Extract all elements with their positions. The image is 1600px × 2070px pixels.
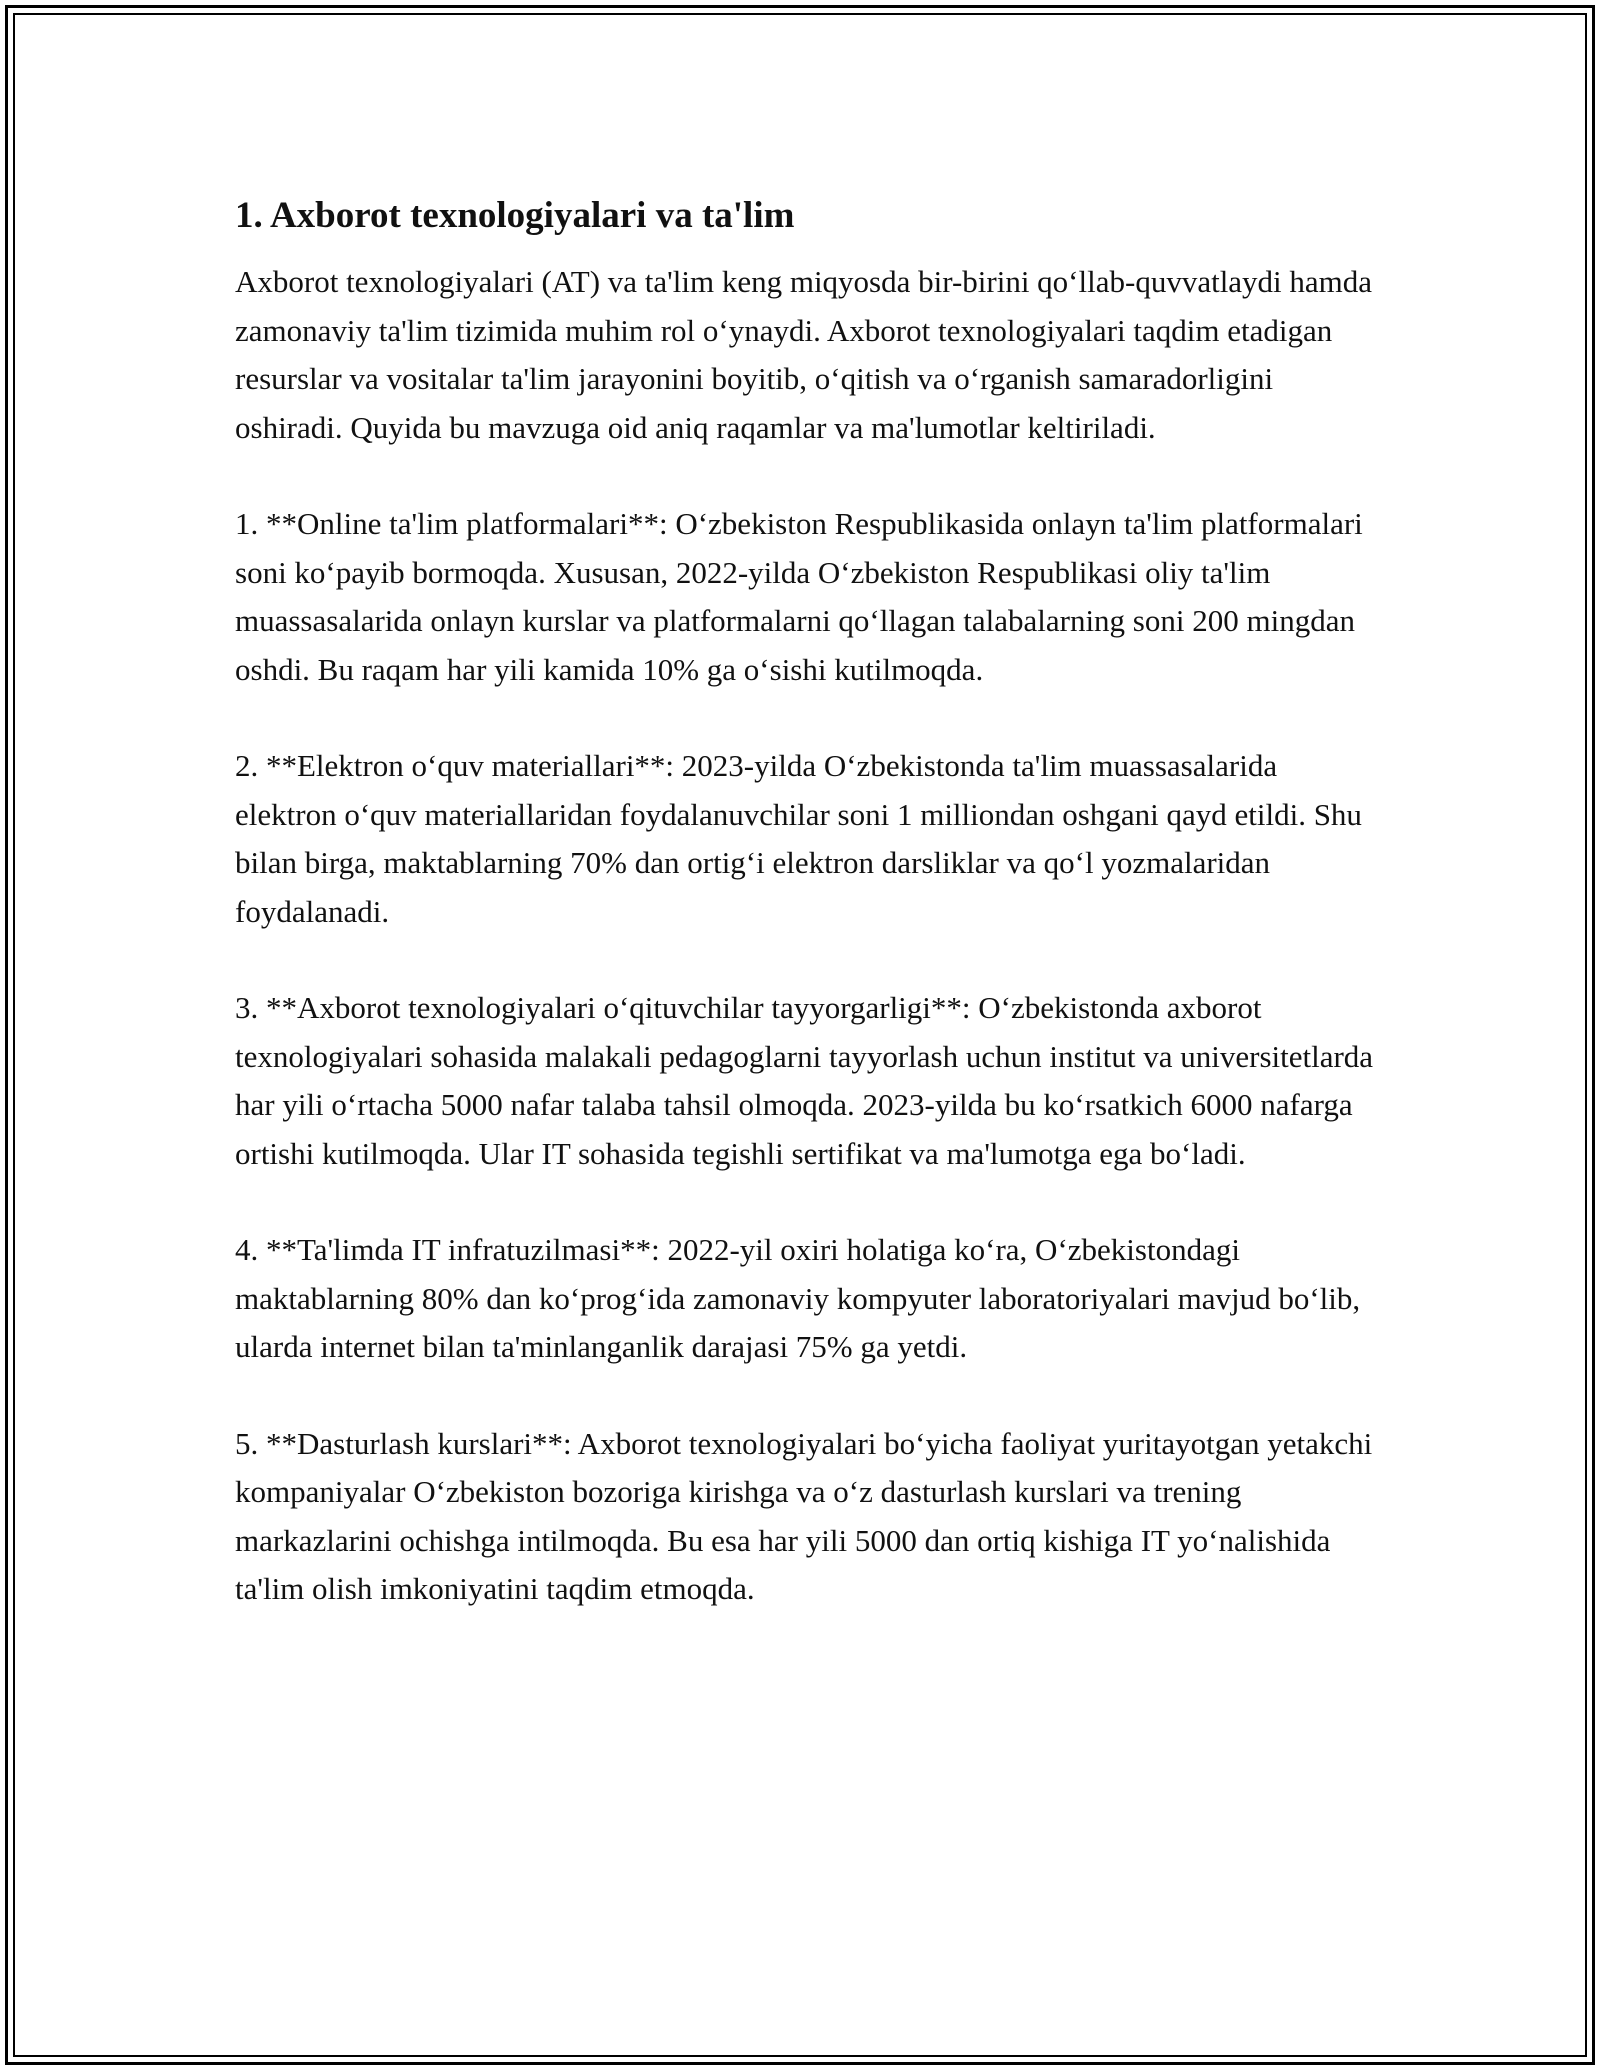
document-title: 1. Axborot texnologiyalari va ta'lim xyxy=(235,195,795,236)
document-body xyxy=(235,188,1375,1662)
list-item-teacher-training: 3. **Axborot texnologiyalari o‘qituvchilar tayyorgarligi**: O‘zbekistonda axborot texnologiyalari sohasida malakali pedagoglarni tayyorlash uchun institut va universitetlarda har yili o‘rtacha 5000 nafar talaba tahsil olmoqda. 2023-yilda bu ko‘rsatkich 6000 nafarga ortishi kutilmoqda. Ular IT sohasida tegishli sertifikat va ma'lumotga ega bo‘ladi. xyxy=(235,990,1374,1171)
list-item-electronic-materials: 2. **Elektron o‘quv materiallari**: 2023-yilda O‘zbekistonda ta'lim muassasalarida elektron o‘quv materiallaridan foydalanuvchilar soni 1 milliondan oshgani qayd etildi. Shu bilan birga, maktablarning 70% dan ortig‘i elektron darsliklar va qo‘l yozmalaridan foydalanadi. xyxy=(235,748,1362,929)
intro-paragraph: Axborot texnologiyalari (AT) va ta'lim keng miqyosda bir-birini qo‘llab-quvvatlaydi hamda zamonaviy ta'lim tizimida muhim rol o‘ynaydi. Axborot texnologiyalari taqdim etadigan resurslar va vositalar ta'lim jarayonini boyitib, o‘qitish va o‘rganish samaradorligini oshiradi. Quyida bu mavzuga oid aniq raqamlar va ma'lumotlar keltiriladi. xyxy=(235,264,1373,445)
list-item-it-infrastructure: 4. **Ta'limda IT infratuzilmasi**: 2022-yil oxiri holatiga ko‘ra, O‘zbekistondagi maktablarning 80% dan ko‘prog‘ida zamonaviy kompyuter laboratoriyalari mavjud bo‘lib, ularda internet bilan ta'minlanganlik darajasi 75% ga yetdi. xyxy=(235,1232,1361,1364)
list-item-programming-courses: 5. **Dasturlash kurslari**: Axborot texnologiyalari bo‘yicha faoliyat yuritayotgan yetakchi kompaniyalar O‘zbekiston bozoriga kirishga va o‘z dasturlash kurslari va trening markazlarini ochishga intilmoqda. Bu esa har yili 5000 dan ortiq kishiga IT yo‘nalishida ta'lim olish imkoniyatini taqdim etmoqda. xyxy=(235,1425,1373,1606)
list-item-online-platforms: 1. **Online ta'lim platformalari**: O‘zbekiston Respublikasida onlayn ta'lim platformalari soni ko‘payib bormoqda. Xususan, 2022-yilda O‘zbekiston Respublikasi oliy ta'lim muassasalarida onlayn kurslar va platformalarni qo‘llagan talabalarning soni 200 mingdan oshdi. Bu raqam har yili kamida 10% ga o‘sishi kutilmoqda. xyxy=(235,506,1363,687)
